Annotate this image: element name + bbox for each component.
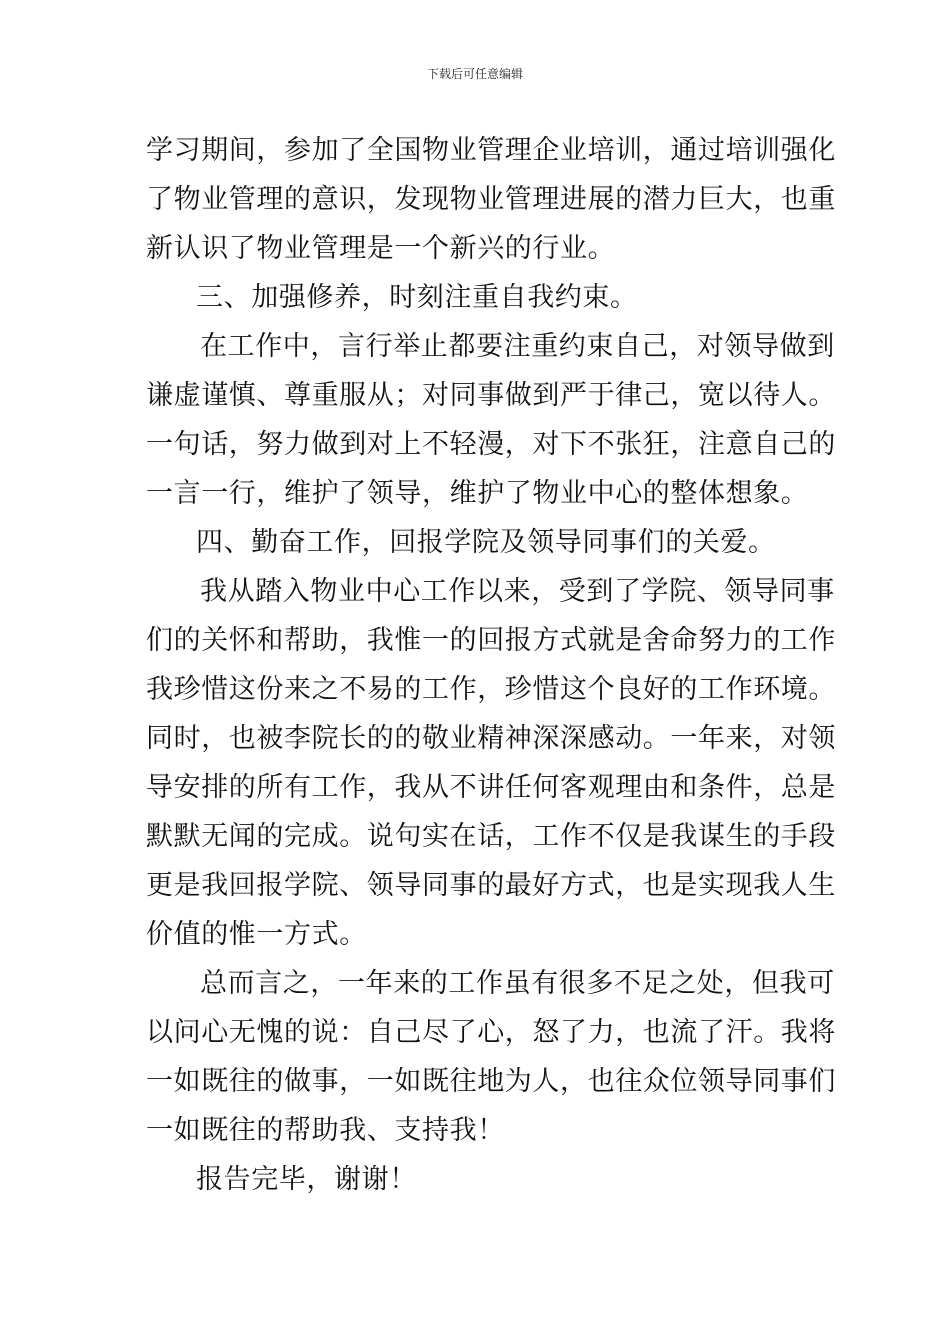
text-line: 一如既往的帮助我、支持我！	[146, 1115, 505, 1146]
text-line: 以问心无愧的说：自己尽了心，怒了力，也流了汗。我将	[146, 1017, 836, 1048]
text-line: 谦虚谨慎、尊重服从；对同事做到严于律己，宽以待人。	[146, 380, 836, 411]
text-line: 一言一行，维护了领导，维护了物业中心的整体想象。	[146, 478, 809, 509]
text-line: 我从踏入物业中心工作以来，受到了学院、领导同事	[200, 576, 835, 607]
text-line: 一句话，努力做到对上不轻漫，对下不张狂，注意自己的	[146, 429, 836, 460]
text-line: 同时，也被李院长的的敬业精神深深感动。一年来，对领	[146, 723, 836, 754]
text-line: 总而言之，一年来的工作虽有很多不足之处，但我可	[200, 968, 835, 999]
section-heading: 三、加强修养，时刻注重自我约束。	[196, 282, 638, 313]
text-line: 了物业管理的意识，发现物业管理进展的潜力巨大，也重	[146, 184, 836, 215]
text-line: 一如既往的做事，一如既往地为人，也往众位领导同事们	[146, 1066, 836, 1097]
text-line: 们的关怀和帮助，我惟一的回报方式就是舍命努力的工作	[146, 625, 836, 656]
text-line: 更是我回报学院、领导同事的最好方式，也是实现我人生	[146, 870, 836, 901]
text-line: 学习期间，参加了全国物业管理企业培训，通过培训强化	[146, 135, 836, 166]
document-body	[146, 126, 836, 1204]
text-line: 在工作中，言行举止都要注重约束自己，对领导做到	[200, 331, 835, 362]
text-line: 默默无闻的完成。说句实在话，工作不仅是我谋生的手段	[146, 821, 836, 852]
text-line: 价值的惟一方式。	[146, 919, 367, 950]
text-line: 我珍惜这份来之不易的工作，珍惜这个良好的工作环境。	[146, 674, 836, 705]
closing-line: 报告完毕，谢谢！	[196, 1164, 417, 1195]
text-line: 导安排的所有工作，我从不讲任何客观理由和条件，总是	[146, 772, 836, 803]
text-line: 新认识了物业管理是一个新兴的行业。	[146, 233, 616, 264]
section-heading: 四、勤奋工作，回报学院及领导同事们的关爱。	[196, 527, 776, 558]
page-header-note: 下载后可任意编辑	[426, 67, 523, 81]
